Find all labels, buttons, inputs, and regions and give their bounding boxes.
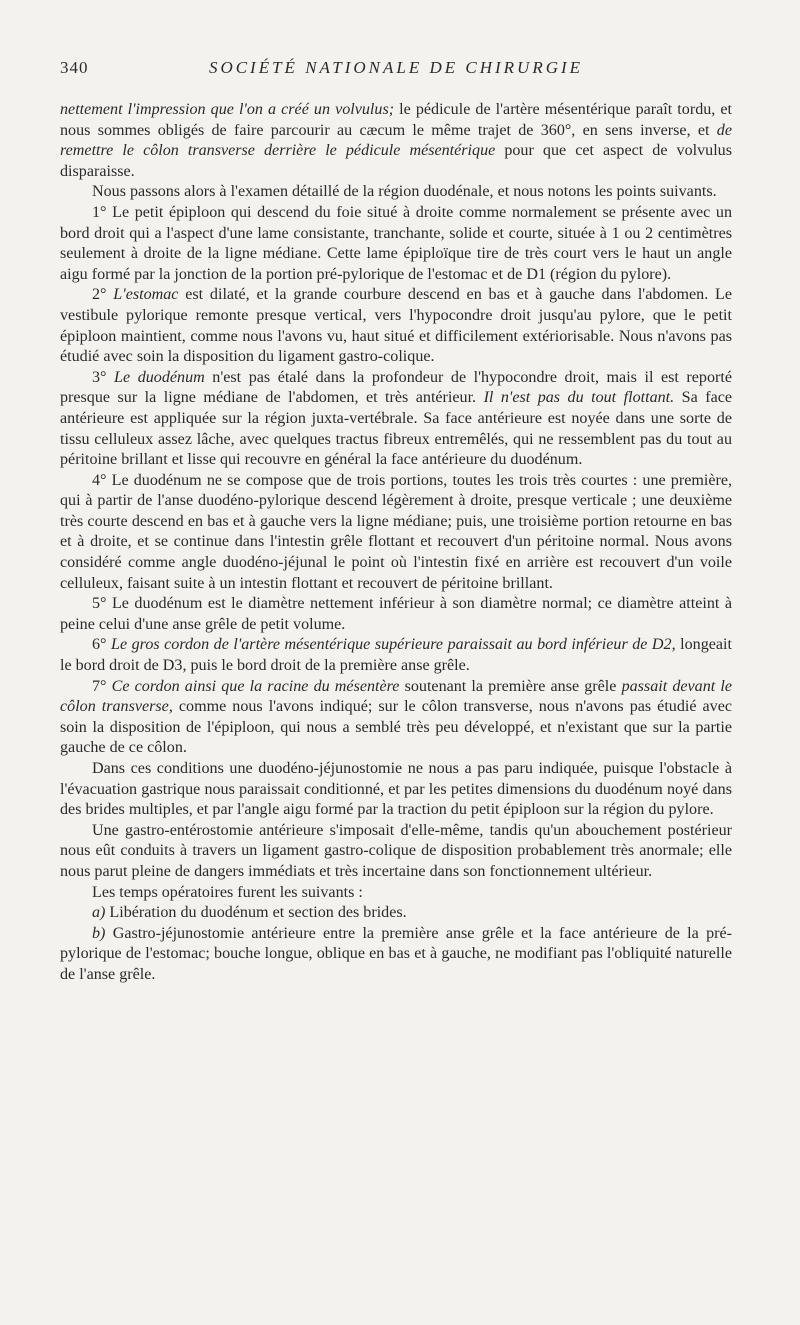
list-item (60, 903, 732, 924)
text-run: 6° (92, 636, 111, 654)
page-header (60, 58, 732, 84)
paragraph (60, 677, 732, 759)
text-run: 7° (92, 677, 112, 695)
italic-phrase: de remettre le côlon transverse derrière le pédicule mésentérique (60, 121, 732, 160)
paragraph: 5° Le duodénum est le diamètre nettement inférieur à son diamètre normal; ce diamètre atteint à peine celui d'une anse grêle de petit volume. (60, 595, 732, 633)
text-run: Libération du duodénum et section des brides. (105, 904, 407, 922)
text-run: comme nous l'avons indiqué; sur le côlon transverse, nous n'avons pas étudié avec soin la disposition de l'épiploon, qui nous a semblé très peu développé, et n'existant que sur la partie gauche de ce côlon. (60, 698, 732, 757)
text-run: 2° (92, 286, 114, 304)
text-run: Sa face antérieure est appliquée sur la région juxta-vertébrale. Sa face antérieure est noyée dans une sorte de tissu celluleux assez lâche, avec quelques tractus fibreux entremêlés, qui ne ressemblent pas du tout au péritoine brillant et lisse qui recouvre en général la face antérieure du duodénum. (60, 389, 732, 469)
page-number: 340 (60, 58, 89, 77)
paragraph (60, 100, 732, 182)
italic-phrase: Le duodénum (114, 368, 205, 386)
paragraph: Dans ces conditions une duodéno-jéjunostomie ne nous a pas paru indiquée, puisque l'obstacle à l'évacuation gastrique nous paraissait conditionné, et par les petites dimensions du duodénum noyé dans des brides multiples, et par l'angle aigu formé par la traction du petit épiploon sur la région du pylore. (60, 760, 732, 819)
paragraph: 4° Le duodénum ne se compose que de trois portions, toutes les trois très courtes : une première, qui à partir de l'anse duodéno-pylorique descend légèrement à droite, presque verticale ; une deuxième très courte descend en bas et à gauche vers la ligne médiane; puis, une troisième portion retourne en bas et à droite, et se continue dans l'intestin grêle flottant et recouvert d'un péritoine normal. Nous avons considéré comme angle duodéno-jéjunal le point où l'intestin fixé en arrière est recouvert d'un voile celluleux, faisant suite à un intestin flottant et recouvert de péritoine brillant. (60, 471, 732, 592)
text-run: pour que cet aspect de volvulus disparaisse. (60, 142, 732, 180)
italic-phrase: Ce cordon ainsi que la racine du mésentère (111, 677, 400, 695)
text-run: n'est pas étalé dans la profondeur de l'hypocondre droit, mais il est reporté presque sur la ligne médiane de l'abdomen, et très antérieur. (60, 368, 732, 407)
paragraph (60, 635, 732, 676)
list-marker: b) (92, 924, 106, 942)
italic-phrase: L'estomac (113, 286, 179, 304)
text-run: longeait le bord droit de D3, puis le bord droit de la première anse grêle. (60, 636, 732, 675)
paragraph: Les temps opératoires furent les suivants : (92, 883, 363, 901)
list-item (60, 924, 732, 986)
paragraph (60, 368, 732, 471)
text-run: est dilaté, et la grande courbure descend en bas et à gauche dans l'abdomen. Le vestibule pylorique remonte presque vertical, vers l'hypocondre droit jusqu'au pylore, que le petit épiploon maintient, comme nous l'avons vu, haut situé et difficilement extériorisable. Nous n'avons pas étudié avec soin la disposition du ligament gastro-colique. (60, 286, 732, 366)
running-title: SOCIÉTÉ NATIONALE DE CHIRURGIE (208, 58, 584, 77)
paragraph (60, 285, 732, 367)
italic-phrase: passait devant le côlon transverse, (60, 677, 732, 716)
text-run: soutenant la première anse grêle (399, 677, 622, 695)
italic-phrase: Le gros cordon de l'artère mésentérique supérieure paraissait au bord inférieur de D2, (111, 636, 676, 654)
list-marker: a) (92, 904, 106, 922)
text-run: 3° (92, 368, 115, 386)
text-run: le pédicule de l'artère mésentérique paraît tordu, et nous sommes obligés de faire parcourir au cæcum le même trajet de 360°, en sens inverse, et (60, 101, 732, 139)
text-run: Gastro-jéjunostomie antérieure entre la première anse grêle et la face antérieure de la pré-pylorique de l'estomac; bouche longue, oblique en bas et à gauche, ne modifiant pas l'obliquité naturelle de l'anse grêle. (60, 924, 732, 983)
paragraph: Nous passons alors à l'examen détaillé de la région duodénale, et nous notons les points suivants. (92, 183, 717, 201)
italic-phrase: nettement l'impression que l'on a créé un volvulus; (60, 101, 395, 118)
paragraph: Une gastro-entérostomie antérieure s'imposait d'elle-même, tandis qu'un abouchement postérieur nous eût conduits à travers un ligament gastro-colique de disposition probablement très anormale; elle nous parut pleine de dangers immédiats et très incertaine dans son fonctionnement ultérieur. (60, 821, 732, 880)
body-text (60, 100, 732, 986)
italic-phrase: Il n'est pas du tout flottant. (483, 389, 675, 407)
paragraph: 1° Le petit épiploon qui descend du foie situé à droite comme normalement se présente avec un bord droit qui a l'aspect d'une lame consistante, tranchante, solide et courte, située à 1 ou 2 centimètres seulement à droite de la ligne médiane. Cette lame épiploïque tire de très court vers le haut un angle aigu formé par la jonction de la portion pré-pylorique de l'estomac et de D1 (région du pylore). (60, 203, 732, 283)
